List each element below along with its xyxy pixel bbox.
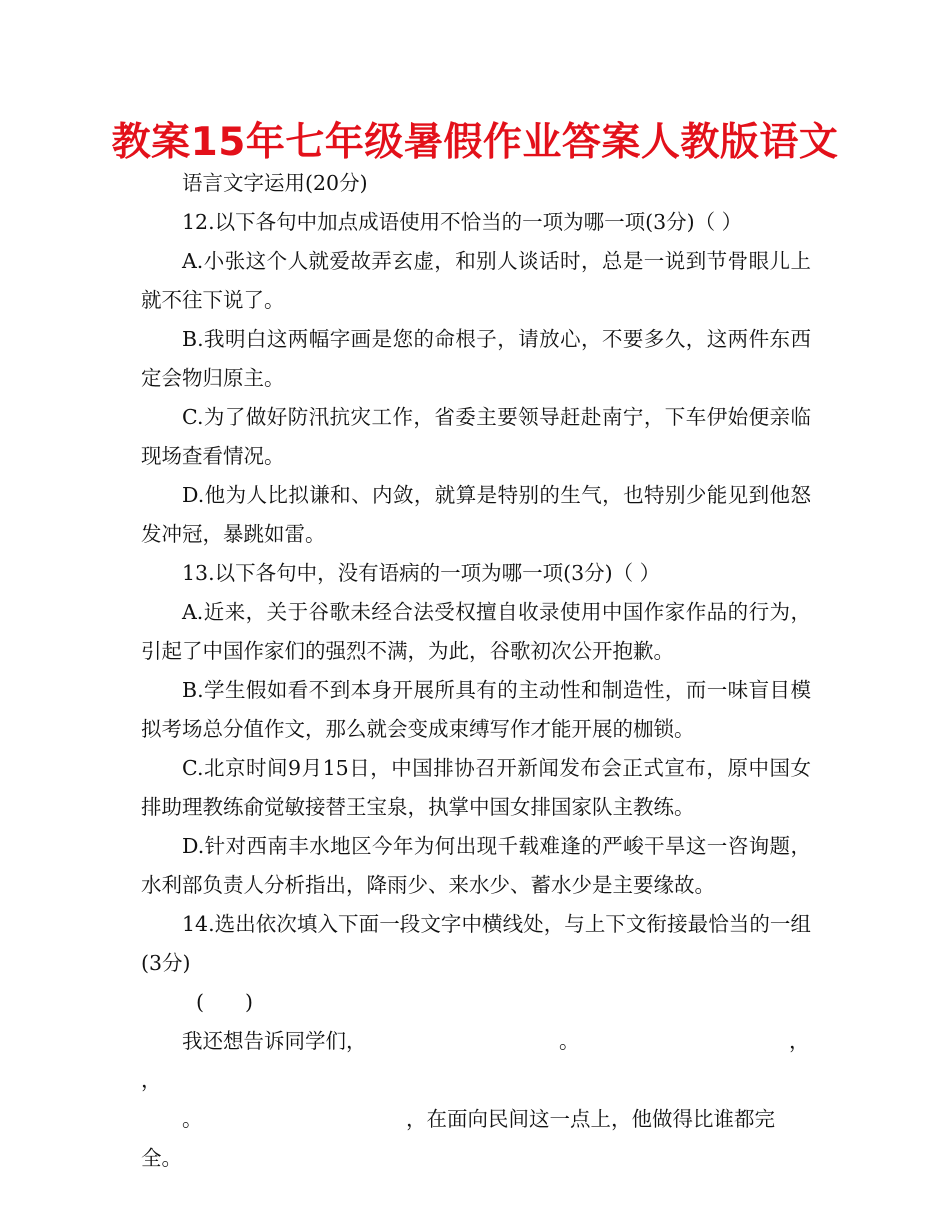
passage-blank-2-end: ， [789, 1029, 810, 1053]
passage-line-1 [141, 1022, 811, 1061]
section-heading: 语言文字运用(20分) [182, 171, 368, 195]
passage-blank-1-end: 。 [559, 1029, 580, 1053]
question-13-option-a: A.近来，关于谷歌未经合法受权擅自收录使用中国作家作品的行为，引起了中国作家们的强烈不满，为此，谷歌初次公开抱歉。 [141, 600, 811, 663]
answer-parentheses: ( ) [196, 990, 253, 1014]
document-title: 教案15年七年级暑假作业答案人教版语文 [111, 120, 839, 165]
question-13-option-c: C.北京时间9月15日，中国排协召开新闻发布会正式宣布，原中国女排助理教练俞觉敏接替王宝泉，执掌中国女排国家队主教练。 [141, 756, 811, 819]
question-13-stem: 13.以下各句中，没有语病的一项为哪一项(3分)（ ） [182, 561, 661, 585]
passage-line-3-text: ，在面向民间这一点上，他做得比谁都完 [406, 1107, 775, 1131]
passage-line-4-text: 全。 [141, 1146, 182, 1170]
passage-line-1-text: 我还想告诉同学们， [182, 1029, 367, 1053]
question-12-stem: 12.以下各句中加点成语使用不恰当的一项为哪一项(3分)（ ） [182, 210, 743, 234]
question-12-option-c: C.为了做好防汛抗灾工作，省委主要领导赶赴南宁，下车伊始便亲临现场查看情况。 [141, 405, 811, 468]
question-12-option-a: A.小张这个人就爱故弄玄虚，和别人谈话时，总是一说到节骨眼儿上就不往下说了。 [141, 249, 811, 312]
passage-line-4 [141, 1139, 811, 1178]
question-12-option-d: D.他为人比拟谦和、内敛，就算是特别的生气，也特别少能见到他怒发冲冠，暴跳如雷。 [141, 483, 811, 546]
question-12-option-b: B.我明白这两幅字画是您的命根子，请放心，不要多久，这两件东西定会物归原主。 [141, 327, 811, 390]
passage-blank-3-end: ， [141, 1068, 162, 1092]
question-13-option-b: B.学生假如看不到本身开展所具有的主动性和制造性，而一味盲目模拟考场总分值作文，那么就会变成束缚写作才能开展的枷锁。 [141, 678, 811, 741]
passage-line-3 [141, 1100, 811, 1139]
question-13-option-d: D.针对西南丰水地区今年为何出现千载难逢的严峻干旱这一咨询题，水利部负责人分析指出，降雨少、来水少、蓄水少是主要缘故。 [141, 834, 811, 897]
passage-line-2 [141, 1061, 811, 1100]
question-14-stem: 14.选出依次填入下面一段文字中横线处，与上下文衔接最恰当的一组(3分) [141, 912, 811, 975]
document-body [141, 164, 811, 1178]
passage-blank-4-end: 。 [182, 1107, 203, 1131]
question-14-answer-paren-row [141, 983, 811, 1022]
